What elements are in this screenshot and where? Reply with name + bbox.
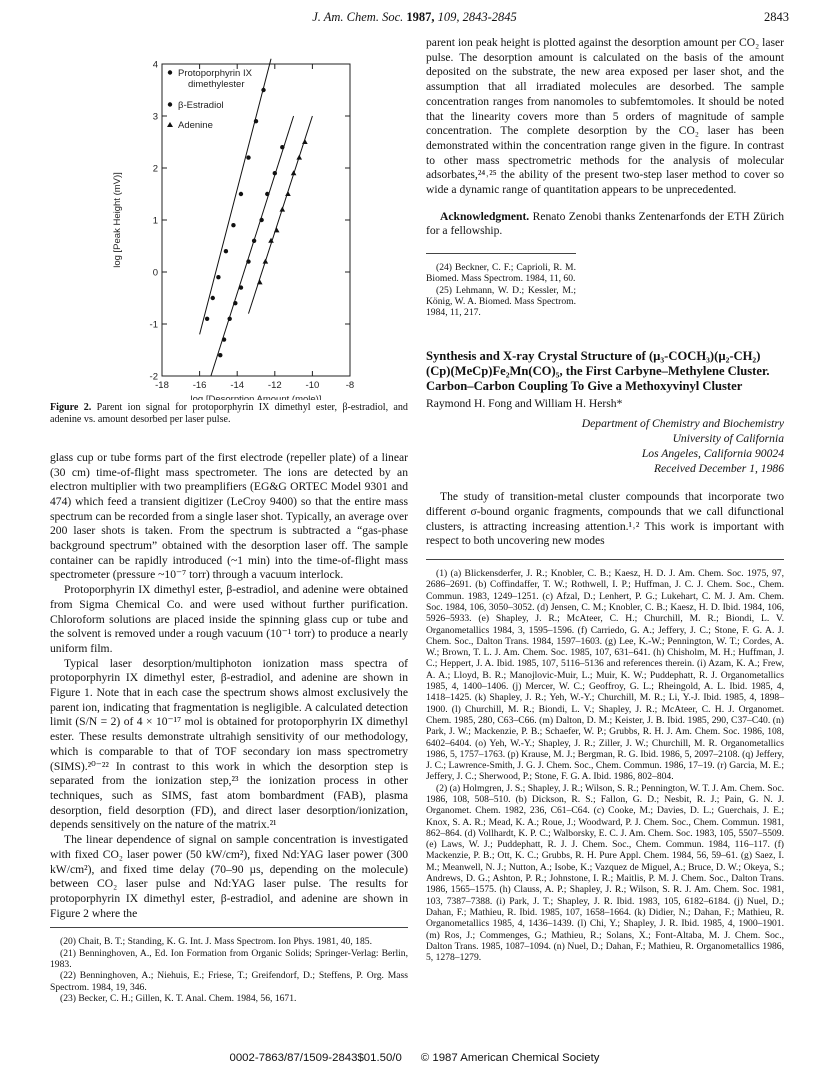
running-head [0, 10, 829, 25]
x-tick-label: -10 [305, 380, 320, 391]
data-point-circle [252, 239, 256, 243]
figure-caption-label: Figure 2. [50, 402, 92, 413]
x-tick-label: -14 [230, 380, 245, 391]
data-point-triangle [285, 191, 291, 196]
data-point-circle [231, 223, 235, 227]
figure-caption [50, 402, 408, 427]
data-point-circle [246, 155, 250, 159]
data-point-circle [261, 88, 265, 92]
footer-code: 0002-7863/87/1509-2843$01.50/0 [229, 1052, 402, 1064]
y-tick-label: -1 [149, 319, 158, 331]
y-tick-label: 4 [152, 59, 158, 71]
x-tick-label: -16 [192, 380, 207, 391]
paragraph-samples: Protoporphyrin IX dimethyl ester, β-estradiol, and adenine were obtained from Sigma Chemical Co. and were used without further purification. Chloroform solutions are placed inside the spinning glass cup or tube and the solvent is removed under a rough vacuum (10⁻¹ torr) to produce a nearly uniform film. [50, 583, 408, 655]
paragraph-intro: The study of transition-metal cluster compounds that incorporate two different σ-bound organic fragments, compounds that we call difunctional clusters, is attracting increasing attention.¹˒² This work is important with respect to both uncovering new modes [426, 490, 784, 548]
figure-2-chart [50, 36, 408, 400]
affiliation [426, 416, 784, 476]
x-tick-label: -18 [155, 380, 169, 391]
data-point-circle [259, 218, 263, 222]
journal-year: 1987, [406, 10, 435, 24]
paragraph-linearity: The linear dependence of signal on sample concentration is investigated with fixed CO₂ laser power (50 kW/cm²), fixed Nd:YAG laser power (300 kW/cm²), and fixed time delay (70–90 µs, depending on the molecule) between CO₂ laser pulse and Nd:YAG laser pulse. The results for protoporphyrin IX dimethyl ester, β-estradiol, and adenine are shown in Figure 2 where the [50, 833, 408, 920]
data-point-circle [239, 285, 243, 289]
figure-2 [50, 36, 408, 400]
data-point-circle [205, 317, 209, 321]
footnotes-left [50, 927, 408, 1004]
data-point-circle [227, 317, 231, 321]
data-point-circle [233, 301, 237, 305]
page-header [0, 10, 829, 30]
figure-caption-text: Parent ion signal for protoporphyrin IX dimethyl ester, β-estradiol, and adenine vs. amount desorbed per laser pulse. [50, 402, 408, 426]
y-tick-label: 1 [152, 215, 158, 227]
data-point-triangle [263, 259, 269, 264]
reference-item: (2) (a) Holmgren, J. S.; Shapley, J. R.; Wilson, S. R.; Pennington, W. T. J. Am. Chem. Soc. 1986, 108, 508–510. (b) Dickson, R. S.; Fallon, G. D.; Nesbit, R. J.; Pain, G. N. J. Organomet. Chem. 1982, 236, C61–C64. (c) Cooke, M.; Davies, D. L.; Guerchais, J. E.; Knox, S. A. R.; Mead, K. A.; Roue, J.; Woodward, P. J. Chem. Soc., Chem. Commun. 1981, 862–864. (d) Vollhardt, K. P. C.; Walborsky, E. C. J. Am. Chem. Soc. 1983, 105, 5507–5509. (e) Laws, W. J.; Puddephatt, R. J. J. Chem. Soc., Chem. Commun. 1984, 116–117. (f) Mackenzie, P. B.; Ott, K. C.; Grubbs, R. H. Pure Appl. Chem. 1984, 56, 59–61. (g) Saez, I. M.; Meanwell, N. J.; Nutton, A.; Isobe, K.; Vazquez de Miguel, A.; Bruce, D. W.; Okeya, S.; Andrews, D. G.; Ashton, P. R.; Johnstone, I. R.; Maitlis, P. M. J. Chem. Soc., Dalton Trans. 1986, 1565–1575. (h) Clauss, A. P.; Shapley, J. R.; Wilson, S. R. J. Am. Chem. Soc. 1981, 103, 7387–7388. (i) Park, J. T.; Shapley, J. R. Ibid. 1983, 105, 6182–6184. (j) Nuel, D.; Dahan, F.; Mathieu, R. Ibid. 1985, 107, 1658–1664. (k) Didier, N.; Dahan, F.; Mathieu, R. Organometallics 1985, 4, 1436–1439. (l) Chi, Y.; Shapley, J. R. Ibid. 1985, 4, 1900–1901. (m) Ros, J.; Commenges, G.; Mathieu, R.; Solans, X.; Font-Altaba, M. J. Chem. Soc., Dalton Trans. 1985, 1087–1094. (n) Nuel, D.; Dahan, F.; Mathieu, R. Organometallics 1986, 5, 1278–1279. [426, 782, 784, 964]
data-point-triangle [280, 207, 286, 212]
page-number: 2843 [764, 10, 789, 24]
reference-item: (20) Chait, B. T.; Standing, K. G. Int. J. Mass Spectrom. Ion Phys. 1981, 40, 185. [60, 936, 372, 948]
x-axis-label: log [Desorption Amount (mole)] [190, 394, 322, 400]
paragraph-desorption: parent ion peak height is plotted against the desorption amount per CO₂ laser pulse. The desorption amount is calculated on the basis of the amount deposited on the substrate, the new area exposed per laser shot, and the assumption that all irradiated molecules are desorbed. The sample concentration ranges from nanomoles to subfemtomoles. It should be noted that the linearity covers more than 5 orders of magnitude of sample concentration. The complete desorption by the CO₂ laser has been demonstrated within the concentration range given in the figure. In contrast to other mass spectrometric methods for the analysis of molecular adsorbates,²⁴˒²⁵ the ability of the present two-step laser method to cover so wide a dynamic range of quantitation appears to be unprecedented. [426, 36, 784, 197]
fit-line [211, 116, 294, 376]
legend-label: β-Estradiol [178, 100, 224, 111]
acknowledgment-label: Acknowledgment. [440, 209, 530, 223]
data-point-circle [273, 171, 277, 175]
legend-label: Protoporphyrin IX dimethylester [178, 68, 252, 90]
reference-item: (21) Benninghoven, A., Ed. Ion Formation from Organic Solids; Springer-Verlag: Berlin, 1983. [50, 947, 408, 970]
left-body [50, 451, 408, 922]
y-tick-label: 3 [152, 111, 158, 123]
data-point-circle [280, 145, 284, 149]
y-tick-label: 2 [152, 163, 158, 175]
acknowledgment [426, 210, 784, 239]
reference-item: (22) Benninghoven, A.; Niehuis, E.; Friese, T.; Greifendorf, D.; Steffens, P. Org. Mass Spectrom. 1984, 19, 346. [50, 970, 408, 993]
reference-item: (25) Lehmann, W. D.; Kessler, M.; König, W. A. Biomed. Mass Spectrom. 1984, 11, 217. [426, 284, 576, 319]
data-point-circle [265, 192, 269, 196]
data-point-circle [211, 296, 215, 300]
paragraph-spectra: Typical laser desorption/multiphoton ionization mass spectra of protoporphyrin IX dimethyl ester, β-estradiol, and adenine are shown in Figure 1. Note that in each case the spectrum shows almost exclusively the parent ion, indicating that fragmentation is negligible. A calculated detection limit (S/N = 2) of 4 × 10⁻¹⁷ mol is obtained for protoporphyrin IX dimethyl ester. These results demonstrate ultrahigh sensitivity of our methodology, which is comparable to that of TOF secondary ion mass spectrometry (SIMS).²⁰⁻²² In contrast to this work in which the desorption step is separated from the ionization step,²³ the ionization process in other techniques, such as SIMS, fast atom bombardment (FAB), plasma desorption, field desorption (FD), and direct laser desorption/ionization, depends sensitively on the nature of the matrix.²¹ [50, 656, 408, 832]
data-point-circle [254, 119, 258, 123]
y-tick-label: 0 [152, 267, 158, 279]
x-tick-label: -8 [345, 380, 355, 391]
article-authors: Raymond H. Fong and William H. Hersh* [426, 397, 623, 411]
data-point-circle [224, 249, 228, 253]
data-point-circle [239, 192, 243, 196]
left-column [50, 36, 408, 1004]
reference-item: (24) Beckner, C. F.; Caprioli, R. M. Biomed. Mass Spectrom. 1984, 11, 60. [426, 262, 576, 285]
data-point-circle [216, 275, 220, 279]
reference-item: (1) (a) Blickensderfer, J. R.; Knobler, C. B.; Kaesz, H. D. J. Am. Chem. Soc. 1975, 97, 2686–2691. (b) Coffindaffer, T. W.; Rothwell, I. P.; Huffman, J. C. J. Chem. Soc., Chem. Commun. 1983, 1249–1251. (c) Afzal, D.; Lenhert, P. G.; Lukehart, C. M. J. Am. Chem. Soc. 1984, 106, 3050–3052. (d) Jensen, C. M.; Knobler, C. B.; Kaesz, H. D. Ibid. 1984, 106, 5926–5933. (e) Shapley, J. R.; McAteer, C. H.; Churchill, M. R.; Biondi, L. V. Organometallics 1984, 3, 1595–1596. (f) Carriedo, G. A.; Jeffery, J. C.; Stone, F. G. A. J. Chem. Soc., Dalton Trans. 1984, 1597–1603. (g) Lee, K.-W.; Pennington, W. T.; Cordes, A. W.; Brown, T. L. J. Am. Chem. Soc. 1985, 107, 631–641. (h) Chisholm, M. H.; Huffman, J. C.; Heppert, J. A. Ibid. 1985, 107, 5116–5136 and references therein. (i) Azam, K. A.; Frew, A. A.; Lloyd, B. R.; Manojlovic-Muir, L.; Muir, K. W.; Puddephatt, R. J. Organometallics 1985, 4, 1400–1406. (j) Mercer, W. C.; Geoffroy, G. L.; Rheingold, A. L. Ibid. 1985, 4, 1418–1425. (k) Shapley, J. R.; Yeh, W.-Y.; Churchill, M. R.; Li, Y.-J. Ibid. 1985, 4, 1898–1900. (l) Churchill, M. R.; Biondi, L. V.; Shapley, J. R.; McAteer, C. H. J. Organomet. Chem. 1985, 280, C63–C66. (m) Dalton, D. M.; Keister, J. B. Ibid. 1985, 290, C37–C40. (n) Park, J. W.; Mackenzie, P. B.; Schaefer, W. P.; Grubbs, R. H. J. Am. Chem. Soc. 1986, 108, 6402–6404. (o) Yeh, W.-Y.; Shapley, J. R.; Ziller, J. W.; Churchill, M. R. Organometallics 1986, 5, 1757–1763. (p) Krause, M. J.; Bergman, R. G. Ibid. 1986, 5, 2097–2108. (q) Jeffery, J. C.; Lawrence-Smith, J. G. J. Chem. Soc., Chem. Commun. 1986, 17–19. (r) Garcia, M. E.; Jeffery, J. C.; Sherwood, P.; Stone, F. G. A. Ibid. 1986, 802–804. [426, 568, 784, 783]
journal-name: J. Am. Chem. Soc. [312, 10, 404, 24]
data-point-circle [218, 353, 222, 357]
footnotes-right-bottom [426, 559, 784, 963]
y-axis-label: log [Peak Height (mV)] [112, 172, 123, 268]
data-point-triangle [274, 227, 280, 232]
data-point-triangle [291, 170, 297, 175]
legend-label: Adenine [178, 120, 213, 131]
legend-marker [167, 122, 173, 127]
right-column [426, 36, 784, 963]
legend-marker [168, 102, 172, 106]
data-point-triangle [302, 139, 308, 144]
paragraph-apparatus: glass cup or tube forms part of the first electrode (repeller plate) of a linear (30 cm) time-of-flight mass spectrometer. The ions are detected by an electron multiplier with two preamplifiers (EG&G ORTEC Model 9301 and 474) which feed a transient digitizer (LeCroy 9400) so that the entire mass spectrum can be recorded from a single laser shot. Typically, an average over 200 laser shots is taken. From the spectrum is subtracted a “gas-phase background spectrum” obtained with the desorption laser off. The sample container can be rapidly introduced (~1 min) into the time-of-flight mass spectrometer (pressure ~10⁻⁷ torr) through a vacuum interlock. [50, 450, 408, 582]
data-point-triangle [296, 155, 302, 160]
footer-copyright: © 1987 American Chemical Society [420, 1052, 600, 1064]
affiliation-city: Los Angeles, California 90024 [641, 447, 784, 461]
reference-item: (23) Becker, C. H.; Gillen, K. T. Anal. Chem. 1984, 56, 1671. [60, 992, 297, 1004]
article-title: Synthesis and X-ray Crystal Structure of (µ₃-COCH₃)(µ₂-CH₂)(Cp)(MeCp)Fe₂Mn(CO)₅, the First Carbyne–Methylene Cluster. Carbon–Carbon Coupling To Give a Methoxyvinyl Cluster [426, 348, 770, 394]
affiliation-university: University of California [672, 432, 784, 446]
x-tick-label: -12 [267, 380, 282, 391]
affiliation-department: Department of Chemistry and Biochemistry [581, 417, 784, 431]
legend-marker [168, 70, 172, 74]
footnotes-right-top [426, 253, 576, 318]
acknowledgment-text: Renato Zenobi thanks Zentenarfonds der ETH Zürich for a fellowship. [426, 209, 784, 238]
data-point-circle [246, 259, 250, 263]
page-footer [0, 1052, 829, 1064]
received-date: Received December 1, 1986 [653, 462, 784, 476]
data-point-circle [222, 337, 226, 341]
data-point-triangle [257, 279, 263, 284]
y-tick-label: -2 [149, 371, 158, 383]
journal-volume-pages: 109, 2843-2845 [437, 10, 517, 24]
